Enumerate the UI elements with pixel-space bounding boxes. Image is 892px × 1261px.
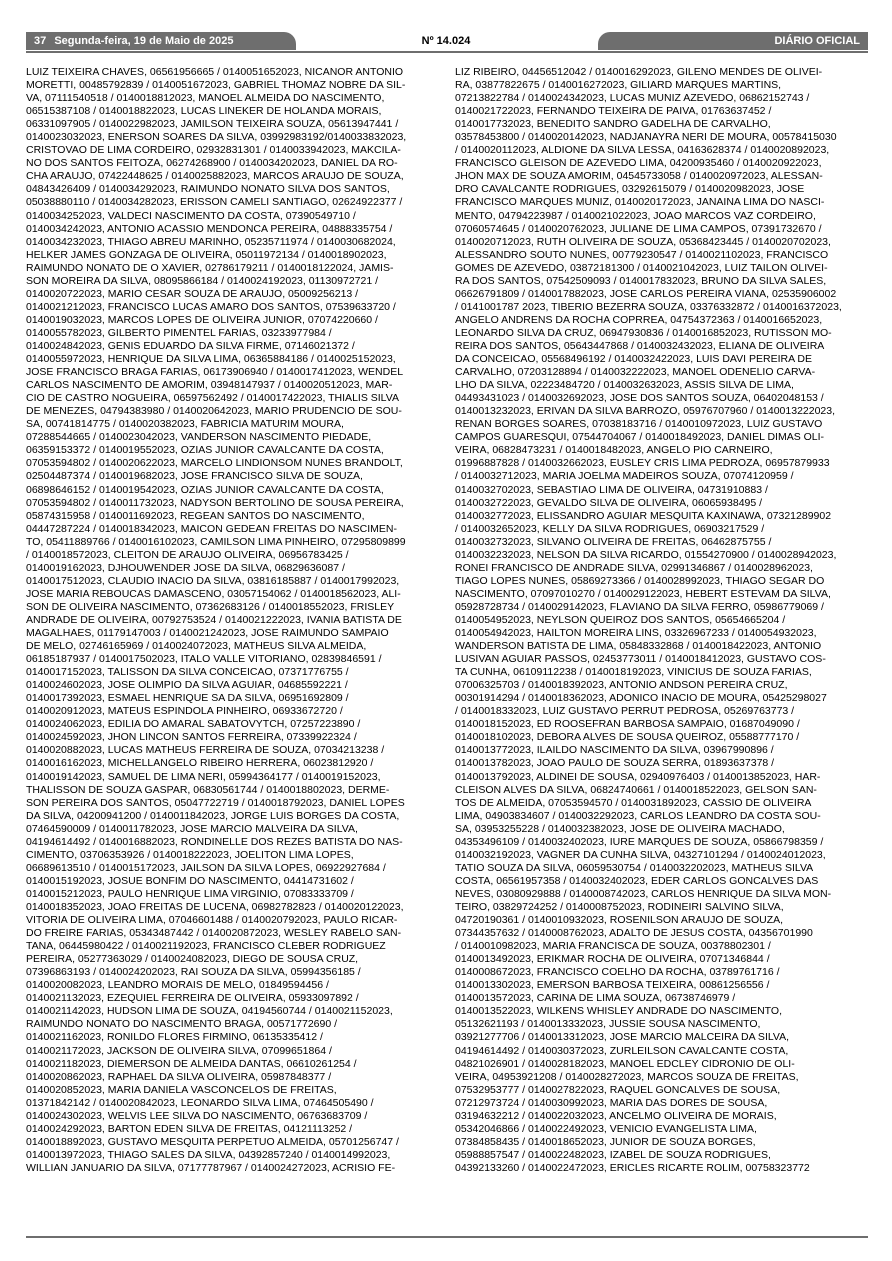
text-column-left: LUIZ TEIXEIRA CHAVES, 06561956665 / 0140051652023, NICANOR ANTONIO MORETTI, 00485792839 / 0140051672023, GABRIEL THOMAZ NOBRE DA SIL- VA, 07111540518 / 0140018812023, MANOEL ALMEIDA DO NASCIMENTO, 06515387108 / 0140018822023, LUCAS LINEKER DE HOLANDA MORAIS, 06331097905 / 0140022982023, JAMILSON TEIXEIRA SOUZA, 05613947441 / 0140023032023, ENERSON SOARES DA SILVA, 03992983192/0140033832023, CRISTOVAO DE LIMA CORDEIRO, 02932831301 / 0140033942023, MAKCILA- NO DOS SANTOS FEITOZA, 06274268900 / 0140034202023, DANIEL DA RO- CHA ARAUJO, 07422448625 / 0140025882023, MARCOS ARAUJO DE SOUZA, 04843426409 / 0140034292023, RAIMUNDO NONATO SILVA DOS SANTOS, 05038880110 / 0140034282023, ERISSON CAMELI SANTIAGO, 02624922377 / 0140034252023, VALDECI NASCIMENTO DA COSTA, 07390549710 / 0140034242023, ANTONIO ACASSIO MENDONCA PEREIRA, 04888335754 / 0140034232023, THIAGO ABREU MARINHO, 05235711974 / 0140030682024, HELKER JAMES GONZAGA DE OLIVEIRA, 05011972134 / 0140018902023, RAIMUNDO NONATO DE O XAVIER, 02786179211 / 0140018122024, JAMIS- SON MOREIRA DA SILVA, 08095866184 / 0140024192023, 01130972721 / 0140020722023, MARIO CESAR SOUZA DE ARAUJO, 05009256213 / 0140021212023, FRANCISCO LUCAS AMARO DOS SANTOS, 07539633720 / 0140019032023, MARCOS LOPES DE OLIVEIRA JUNIOR, 07074220660 / 0140055782023, GILBERTO PIMENTEL FARIAS, 03233977984 / 0140024842023, GENIS EDUARDO DA SILVA FIRME, 07146021372 / 0140055972023, HENRIQUE DA SILVA LIMA, 06365884186 / 0140025152023, JOSE FRANCISCO BRAGA FARIAS, 06173906940 / 0140017412023, WENDEL CARLOS NASCIMENTO DE AMORIM, 03948147937 / 0140020512023, MAR- CIO DE CASTRO NOGUEIRA, 06597562492 / 0140017422023, THIALIS SILVA DE MENEZES, 04794383980 / 0140020642023, MARIO PRUDENCIO DE SOU- SA, 00741814775 / 0140020382023, FABRICIA MATURIM MOURA, 07288544665 / 0140023042023, VANDERSON NASCIMENTO PIEDADE, 06359153372 / 0140019552023, OZIAS JUNIOR CAVALCANTE DA COSTA, 07053594802 / 0140020622023, MARCELO LINDIONSOM NUNES BRANDOLT, 02504487374 / 0140019682023, JOSE FRANCISCO SILVA DE SOUZA, 06898646152 / 0140019542023, OZIAS JUNIOR CAVALCANTE DA COSTA, 07053594802 / 0140011732023, NADYSON BERTOLINO DE SOUSA PEREIRA, 05874315958 / 0140011692023, REGEAN SANTOS DO NASCIMENTO, 04447287224 / 0140018342023, MAICON GEDEAN FREITAS DO NASCIMEN- TO, 05411889766 / 0140016102023, CAMILSON LIMA PINHEIRO, 07295809899 / 0140018572023, CLEITON DE ARAUJO OLIVEIRA, 06956783425 / 0140019162023, DJHOUWENDER JOSE DA SILVA, 06829636087 / 0140017512023, CLAUDIO INACIO DA SILVA, 03816185887 / 0140017992023, JOSE MARIA REBOUCAS DAMASCENO, 03057154062 / 0140018562023, ALI- SON DE OLIVEIRA NASCIMENTO, 07362683126 / 0140018552023, FRISLEY ANDRADE DE OLIVEIRA, 00792753524 / 0140021222023, IVANIA BATISTA DE MAGALHAES, 01179147003 / 0140021242023, JOSE RAIMUNDO SAMPAIO DE MELO, 02746165969 / 0140024072023, MATHEUS SILVA ALMEIDA, 06185187937 / 0140017502023, ITALO VALLE VITORIANO, 02839846591 / 0140017152023, TALISSON DA SILVA CONCEICAO, 07371776755 / 0140024602023, JOSE OLIMPIO DA SILVA AGUIAR, 04685592221 / 0140017392023, ESMAEL HENRIQUE SA DA SILVA, 06951692809 / 0140020912023, MATEUS ESPINDOLA PINHEIRO, 06933672720 / 0140024062023, EDILIA DO AMARAL SABATOVYTCH, 07257223890 / 0140024592023, JHON LINCON SANTOS FERREIRA, 07339922324 / 0140020882023, LUCAS MATHEUS FERREIRA DE SOUZA, 07034213238 / 0140016162023, MICHELLANGELO RIBEIRO HERRERA, 06023812920 / 0140019142023, SAMUEL DE LIMA NERI, 05994364177 / 0140019152023, THALISSON DE SOUZA GASPAR, 06830561744 / 0140018802023, DERME- SON PEREIRA DOS SANTOS, 05047722719 / 0140018792023, DANIEL LOPES DA SILVA, 04200941200 / 0140011842023, JORGE LUIS BORGES DA COSTA, 07464590009 / 0140011782023, JOSE MARCIO MALVEIRA DA SILVA, 04194614492 / 0140016882023, RONDINELLE DOS REZES BATISTA DO NAS- CIMENTO, 03706353926 / 0140018222023, JOELITON LIMA LOPES, 06689613510 / 0140015172023, JAILSON DA SILVA LOPES, 06922927684 / 0140015192023, JOSUE BONFIM DO NASCIMENTO, 04414731602 / 0140015212023, PAULO HENRIQUE LIMA VIRGINIO, 07083333709 / 0140018352023, JOAO FREITAS DE LUCENA, 06982782823 / 0140020122023, VITORIA DE OLIVEIRA LIMA, 07046601488 / 0140020792023, PAULO RICAR- DO FREIRE FARIAS, 05343487442 / 0140020872023, WESLEY RABELO SAN- TANA, 06445980422 / 0140021192023, FRANCISCO CLEBER RODRIGUEZ PEREIRA, 05277363029 / 0140024082023, DIEGO DE SOUSA CRUZ, 07396863193 / 0140024202023, RAI SOUZA DA SILVA, 05994356185 / 0140020082023, LEANDRO MORAIS DE MELO, 01849594456 / 0140021132023, EZEQUIEL FERREIRA DE OLIVEIRA, 05933097892 / 0140021142023, HUDSON LIMA DE SOUZA, 04194560744 / 0140021152023, RAIMUNDO NONATO DO NASCIMENTO BRAGA, 00571772690 / 0140021162023, RONILDO FLORES FIRMINO, 06135335412 / 0140021172023, JACKSON DE OLIVEIRA SILVA, 07099651864 / 0140021182023, DIEMERSON DE ALMEIDA DANTAS, 06610261254 / 0140020862023, RAPHAEL DA SILVA OLIVEIRA, 05987848377 / 0140020852023, MARIA DANIELA VASCONCELOS DE FREITAS, 01371842142 / 0140020842023, LEONARDO SILVA LIMA, 07464505490 / 0140024302023, WELVIS LEE SILVA DO NASCIMENTO, 06763683709 / 0140024292023, BARTON EDEN SILVA DE FREITAS, 04121113252 / 0140018892023, GUSTAVO MESQUITA PERPETUO ALMEIDA, 05701256747 / 0140013972023, THIAGO SALES DA SILVA, 04392857240 / 0140014992023, WILLIAN JANUARIO DA SILVA, 07177787967 / 0140024272023, ACRISIO FE- (26, 66, 407, 1174)
header-left-band (26, 32, 296, 50)
footer-divider (26, 1236, 868, 1238)
journal-title: DIÁRIO OFICIAL (598, 32, 868, 50)
page-header (26, 32, 868, 50)
issue-date: Segunda-feira, 19 de Maio de 2025 (54, 35, 234, 47)
header-divider (26, 51, 868, 53)
page-number: 37 (34, 35, 47, 47)
issue-number: Nº 14.024 (421, 35, 471, 47)
text-column-right: LIZ RIBEIRO, 04456512042 / 0140016292023, GILENO MENDES DE OLIVEI- RA, 03877822675 / 0140016272023, GILIARD MARQUES MARTINS, 07213822784 / 0140024342023, LUCAS MUNIZ AZEVEDO, 06862152743 / 0140021722023, FERNANDO TEIXEIRA DE PAIVA, 01763637452 / 0140017732023, BENEDITO SANDRO GADELHA DE CARVALHO, 03578453800 / 0140020142023, NADJANAYRA NERI DE MOURA, 00578415030 / 0140020112023, ALDIONE DA SILVA LESSA, 04163628374 / 0140020892023, FRANCISCO GLEISON DE AZEVEDO LIMA, 04200935460 / 0140020922023, JHON MAX DE SOUZA AMORIM, 04545733058 / 0140020972023, ALESSAN- DRO CAVALCANTE RODRIGUES, 03292615079 / 0140020982023, JOSE FRANCISCO MARQUES MUNIZ, 0140020172023, JANAINA LIMA DO NASCI- MENTO, 04794223987 / 0140021022023, JOAO MARCOS VAZ CORDEIRO, 07060574645 / 0140020762023, JULIANE DE LIMA CAMPOS, 07391732670 / 0140020712023, RUTH OLIVEIRA DE SOUZA, 05368423445 / 0140020702023, ALESSANDRO SOUTO NUNES, 00779230547 / 0140021102023, FRANCISCO GOMES DE AZEVEDO, 03872181300 / 0140021042023, LUIZ TAILON OLIVEI- RA DOS SANTOS, 07542509093 / 0140017832023, BRUNO DA SILVA SALES, 06626791809 / 0140017882023, JOSE CARLOS PEREIRA VIANA, 02535906002 / 0141001787 2023, TIBERIO BEZERRA SOUZA, 03376332872 / 0140016372023, ANGELO ANDRENS DA ROCHA COPRREA, 04754372363 / 0140016652023, LEONARDO SILVA DA CRUZ, 06947930836 / 0140016852023, RUTISSON MO- REIRA DOS SANTOS, 05643447868 / 0140032432023, ELIANA DE OLIVEIRA DA CONCEICAO, 05568496192 / 0140032422023, LUIS DAVI PEREIRA DE CARVALHO, 07203128894 / 0140032222023, MANOEL ODENELIO CARVA- LHO DA SILVA, 02223484720 / 0140032632023, ASSIS SILVA DE LIMA, 04493431023 / 0140032692023, JOSE DOS SANTOS SOUZA, 06402048153 / 0140013232023, ERIVAN DA SILVA BARROZO, 05976707960 / 0140013222023, RENAN BORGES SOARES, 07038183716 / 0140010972023, LUIZ GUSTAVO CAMPOS GUARESQUI, 07544704067 / 0140018492023, DANIEL DIMAS OLI- VEIRA, 06828473231 / 0140018482023, ANGELO PIO CARNEIRO, 01996887828 / 0140032662023, EUSLEY CRIS LIMA PEDROZA, 06957879933 / 0140032712023, MARIA JOELMA MADEIROS SOUZA, 07074120959 / 0140032702023, SEBASTIAO LIMA DE OLIVEIRA, 04731910883 / 0140032722023, GEVALDO SILVA DE OLIVEIRA, 06065938495 / 0140032772023, ELISSANDRO AGUIAR MESQUITA KAXINAWA, 07321289902 / 0140032652023, KELLY DA SILVA RODRIGUES, 06903217529 / 0140032732023, SILVANO OLIVEIRA DE FREITAS, 06462875755 / 0140032232023, NELSON DA SILVA RICARDO, 01554270900 / 0140028942023, RONEI FRANCISCO DE ANDRADE SILVA, 02991346867 / 0140028962023, TIAGO LOPES NUNES, 05869273366 / 0140028992023, THIAGO SEGAR DO NASCIMENTO, 07097010270 / 0140029122023, HEBERT ESTEVAM DA SILVA, 05928728734 / 0140029142023, FLAVIANO DA SILVA FERRO, 05986779069 / 0140054952023, NEYLSON QUEIROZ DOS SANTOS, 05654665204 / 0140054942023, HAILTON MOREIRA LINS, 03326967233 / 0140054932023, WANDERSON BATISTA DE LIMA, 05848332868 / 0140018422023, ANTONIO LUSIVAN AGUIAR PASSOS, 02453773011 / 0140018412023, GUSTAVO COS- TA CUNHA, 06109112238 / 0140018192023, VINICIUS DE SOUZA FARIAS, 07006325703 / 0140018392023, ANTONIO ANDSON PEREIRA CRUZ, 00301914294 / 0140018362023, ADONICO INACIO DE MOURA, 05425298027 / 0140018332023, LUIZ GUSTAVO PERRUT PEDROSA, 05269763773 / 0140018152023, ED ROOSEFRAN BARBOSA SAMPAIO, 01687049090 / 0140018102023, DEBORA ALVES DE SOUSA QUEIROZ, 05588777170 / 0140013772023, ILAILDO NASCIMENTO DA SILVA, 03967990896 / 0140013782023, JOAO PAULO DE SOUZA SERRA, 01893637378 / 0140013792023, ALDINEI DE SOUSA, 02940976403 / 0140013852023, HAR- CLEISON ALVES DA SILVA, 06824740661 / 0140018522023, GELSON SAN- TOS DE ALMEIDA, 07053594570 / 0140031892023, CASSIO DE OLIVEIRA LIMA, 04903834607 / 0140032292023, CARLOS LEANDRO DA COSTA SOU- SA, 03953255228 / 0140032382023, JOSE DE OLIVEIRA MACHADO, 04353496109 / 0140032402023, IURE MARQUES DE SOUZA, 05866798359 / 0140032192023, VAGNER DA CUNHA SILVA, 04327101294 / 0140024012023, TATIO SOUZA DA SILVA, 06059530754 / 0140032202023, MATHEUS SILVA COSTA, 06561957358 / 0140032402023, EDER CARLOS GONCALVES DAS NEVES, 03080929888 / 0140008742023, CARLOS HENRIQUE DA SILVA MON- TEIRO, 03829724252 / 0140008752023, RODINEIRI SALVINO SILVA, 04720190361 / 0140010932023, ROSENILSON ARAUJO DE SOUZA, 07344357632 / 0140008762023, ADALTO DE JESUS COSTA, 04356701990 / 0140010982023, MARIA FRANCISCA DE SOUZA, 00378802301 / 0140013492023, ERIKMAR ROCHA DE OLIVEIRA, 07071346844 / 0140008672023, FRANCISCO COELHO DA ROCHA, 03789761716 / 0140013302023, EMERSON BARBOSA TEIXEIRA, 00861256556 / 0140013572023, CARINA DE LIMA SOUZA, 06738746979 / 0140013522023, WILKENS WHISLEY ANDRADE DO NASCIMENTO, 05132621193 / 0140013332023, JUSSIE SOUSA NASCIMENTO, 03921277706 / 0140013312023, JOSE MARCIO MALCEIRA DA SILVA, 04194614492 / 0140030372023, ZURLEILSON CAVALCANTE COSTA, 04821026901 / 0140028182023, MANOEL EDCLEY CIDRONIO DE OLI- VEIRA, 04953921208 / 0140028272023, MARCOS SOUZA DE FREITAS, 07532953777 / 0140027822023, RAQUEL GONCALVES DE SOUSA, 07212973724 / 0140030992023, MARIA DAS DORES DE SOUSA, 03194632212 / 0140022032023, ANCELMO OLIVEIRA DE MORAIS, 05342046866 / 0140022492023, VENICIO EVANGELISTA LIMA, 07384858435 / 0140018652023, JUNIOR DE SOUZA BORGES, 05988857547 / 0140022482023, IZABEL DE SOUZA RODRIGUES, 04392133260 / 0140022472023, ERICLES RICARTE ROLIM, 00758323772 (455, 66, 842, 1174)
